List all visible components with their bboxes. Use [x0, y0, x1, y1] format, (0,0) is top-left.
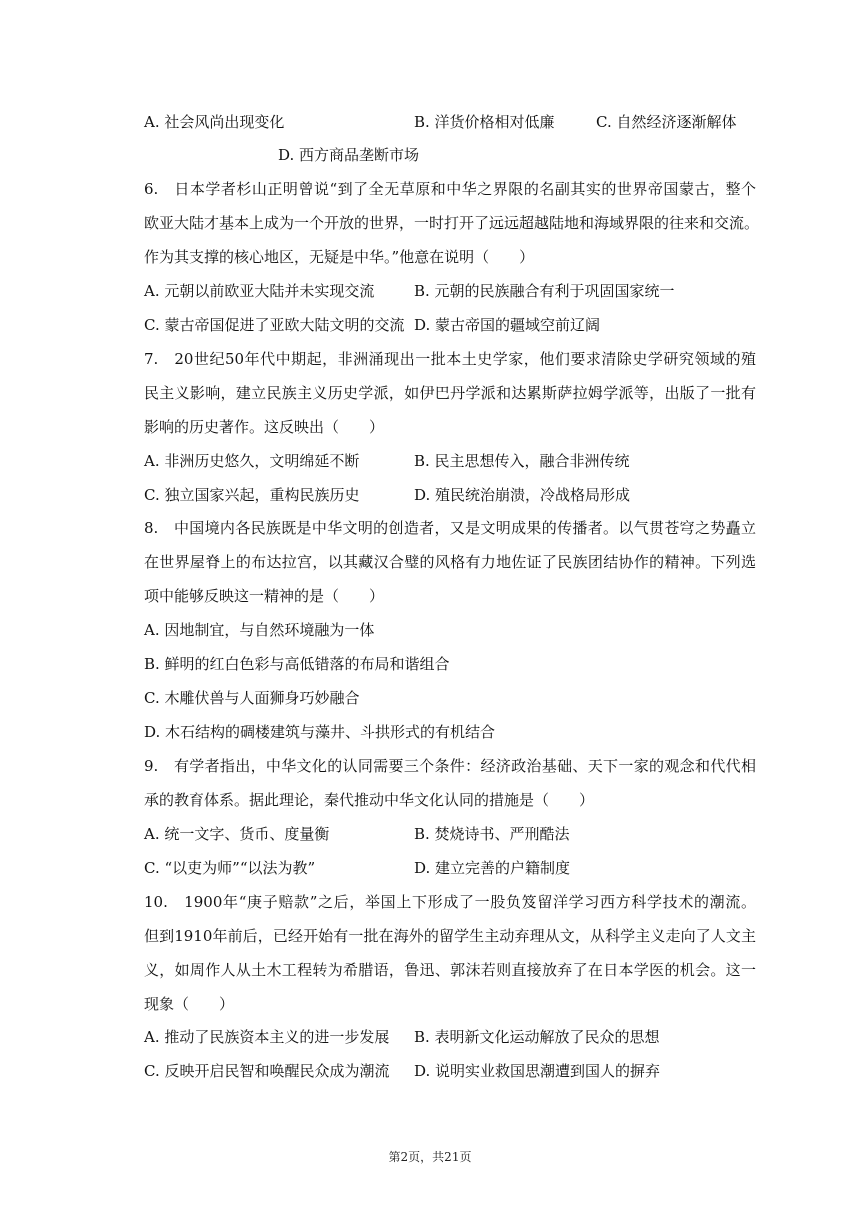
q10-option-d: D. 说明实业救国思潮遭到国人的摒弃: [414, 1062, 661, 1080]
q6-option-a: A. 元朝以前欧亚大陆并未实现交流: [144, 282, 375, 300]
q8-stem-line: 8. 中国境内各民族既是中华文明的创造者，又是文明成果的传播者。以气贯苍穹之势矗立: [144, 519, 756, 537]
q5-option-d: D. 西方商品垄断市场: [278, 146, 420, 164]
q8-option-c: C. 木雕伏兽与人面狮身巧妙融合: [144, 689, 360, 707]
q9-option-d: D. 建立完善的户籍制度: [414, 859, 571, 877]
q10-option-a: A. 推动了民族资本主义的进一步发展: [144, 1028, 390, 1046]
q10-stem-line: 义，如周作人从土木工程转为希腊语，鲁迅、郭沫若则直接放弃了在日本学医的机会。这一: [144, 961, 756, 979]
q9-stem-line: 9. 有学者指出，中华文化的认同需要三个条件：经济政治基础、天下一家的观念和代代相: [144, 757, 756, 775]
q7-option-a: A. 非洲历史悠久，文明绵延不断: [144, 452, 360, 470]
q7-option-b: B. 民主思想传入，融合非洲传统: [414, 452, 630, 470]
q5-option-a: A. 社会风尚出现变化: [144, 113, 285, 131]
q6-option-d: D. 蒙古帝国的疆域空前辽阔: [414, 316, 601, 334]
q10-stem-line: 但到1910年前后，已经开始有一批在海外的留学生主动弃理从文，从科学主义走向了人文主: [144, 927, 756, 945]
q10-stem-line: 10. 1900年“庚子赔款”之后，举国上下形成了一股负笈留洋学习西方科学技术的潮流。: [144, 893, 756, 911]
q8-stem-line: 在世界屋脊上的布达拉宫，以其藏汉合璧的风格有力地佐证了民族团结协作的精神。下列选: [144, 553, 756, 571]
q10-option-b: B. 表明新文化运动解放了民众的思想: [414, 1028, 660, 1046]
q10-option-c: C. 反映开启民智和唤醒民众成为潮流: [144, 1062, 390, 1080]
q9-option-b: B. 焚烧诗书、严刑酷法: [414, 825, 570, 843]
q8-option-a: A. 因地制宜，与自然环境融为一体: [144, 621, 375, 639]
q7-option-c: C. 独立国家兴起，重构民族历史: [144, 486, 360, 504]
q7-option-d: D. 殖民统治崩溃，冷战格局形成: [414, 486, 631, 504]
q5-option-b: B. 洋货价格相对低廉: [414, 113, 555, 131]
q5-option-c: C. 自然经济逐渐解体: [596, 113, 737, 131]
q6-stem-line: 6. 日本学者杉山正明曾说“到了全无草原和中华之界限的名副其实的世界帝国蒙古，整个: [144, 180, 756, 198]
page-number-footer: 第2页，共21页: [388, 1150, 472, 1164]
q6-stem-line: 作为其支撑的核心地区，无疑是中华。”他意在说明（ ）: [144, 248, 535, 266]
q6-option-b: B. 元朝的民族融合有利于巩固国家统一: [414, 282, 675, 300]
q7-stem-line: 7. 20世纪50年代中期起，非洲涌现出一批本土史学家，他们要求清除史学研究领域的殖: [144, 350, 756, 368]
q8-option-d: D. 木石结构的碉楼建筑与藻井、斗拱形式的有机结合: [144, 723, 496, 741]
q6-option-c: C. 蒙古帝国促进了亚欧大陆文明的交流: [144, 316, 405, 334]
q7-stem-line: 民主义影响，建立民族主义历史学派，如伊巴丹学派和达累斯萨拉姆学派等，出版了一批有: [144, 384, 756, 402]
q6-stem-line: 欧亚大陆才基本上成为一个开放的世界，一时打开了远远超越陆地和海域界限的往来和交流。: [144, 214, 760, 232]
q9-option-c: C. “以吏为师”“以法为教”: [144, 859, 316, 877]
q7-stem-line: 影响的历史著作。这反映出（ ）: [144, 418, 385, 436]
q9-option-a: A. 统一文字、货币、度量衡: [144, 825, 330, 843]
q10-stem-line: 现象（ ）: [144, 995, 235, 1013]
q9-stem-line: 承的教育体系。据此理论，秦代推动中华文化认同的措施是（ ）: [144, 791, 595, 809]
q8-stem-line: 项中能够反映这一精神的是（ ）: [144, 587, 385, 605]
q8-option-b: B. 鲜明的红白色彩与高低错落的布局和谐组合: [144, 655, 450, 673]
